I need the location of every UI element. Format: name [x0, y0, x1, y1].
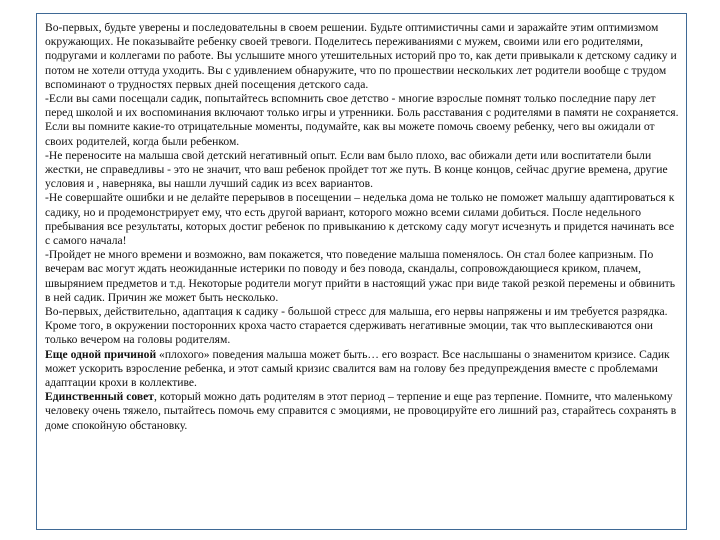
paragraph-3-text: -Не переносите на малыша свой детский негативный опыт. Если вам было плохо, вас обижали дети или воспитатели были жестки, не справедливы - это не значит, что ваш ребенок пройдет тот же путь. В конце концов, сейчас другие времена, другие условия и , наверняка, вы нашли лучший садик из всех вариантов.: [45, 148, 668, 191]
paragraph-2-text: -Если вы сами посещали садик, попытайтесь вспомнить свое детство - многие взрослые помнят только последние пару лет перед школой и их воспоминания включают только игры и утренники. Боль расставания с родителями в памяти не сохраняется. Если вы помните какие-то отрицательные моменты, подумайте, как вы можете помочь своему ребенку, чего вы ожидали от своих родителей, когда были ребенком.: [45, 92, 679, 148]
paragraph-2: [45, 92, 681, 149]
document-body: [45, 21, 681, 433]
paragraph-6: [45, 305, 681, 348]
paragraph-8-text: , который можно дать родителям в этот период – терпение и еще раз терпение. Помните, что маленькому человеку очень тяжело, пытайтесь помочь ему справится с эмоциями, не провоцируйте его лишний раз, старайтесь сохранять в доме спокойную обстановку.: [45, 390, 677, 432]
text-frame: [36, 13, 687, 530]
paragraph-8-lead: Единственный совет: [45, 390, 154, 404]
paragraph-1-text: Во-первых, будьте уверены и последовательны в своем решении. Будьте оптимистичны сами и заражайте этим оптимизмом окружающих. Не показывайте ребенку своей тревоги. Поделитесь переживаниями с мужем, своими или его родителями, подругами и коллегами по работе. Вы услышите много утешительных историй про то, как дети привыкали к детскому садику и потом не хотели оттуда уходить. Вы с удивлением обнаружите, что по прошествии нескольких лет родители вообще с трудом вспоминают о трудностях первых дней посещения детского сада.: [45, 21, 677, 91]
paragraph-7-text: «плохого» поведения малыша может быть… его возраст. Все наслышаны о знаменитом кризисе. Садик может ускорить взросление ребенка, и этот самый кризис свалится вам на голову без предупреждения вместе с проблемами адаптации крохи в коллективе.: [45, 347, 670, 390]
paragraph-7: [45, 348, 681, 391]
paragraph-5-text: -Пройдет не много времени и возможно, вам покажется, что поведение малыша поменялось. Он стал более капризным. По вечерам вас могут ждать неожиданные истерики по поводу и без повода, скандалы, сопровождающиеся криком, плачем, швырянием предметов и т.д. Некоторые родители могут прийти в настоящий ужас при виде такой резкой перемены и обвинить в ней садик. Причин же может быть несколько.: [45, 248, 676, 304]
paragraph-5: [45, 248, 681, 305]
paragraph-8: [45, 390, 681, 433]
paragraph-1: [45, 21, 681, 92]
paragraph-7-lead: Еще одной причиной: [45, 347, 157, 361]
paragraph-3: [45, 149, 681, 192]
paragraph-4-text: -Не совершайте ошибки и не делайте перерывов в посещении – неделька дома не только не поможет малышу адаптироваться к садику, но и продемонстрирует ему, что есть другой вариант, которого можно всеми силами добиться. После недельного пребывания все результаты, которых достиг ребенок по привыканию к детскому саду могут исчезнуть и придется начинать все с самого начала!: [45, 191, 675, 248]
paragraph-6-text: Во-первых, действительно, адаптация к садику - большой стресс для малыша, его нервы напряжены и им требуется разрядка. Кроме того, в окружении посторонних кроха часто старается сдерживать негативные эмоции, так что выплескиваются они только вечером на головы родителям.: [45, 305, 668, 347]
paragraph-4: [45, 191, 681, 248]
